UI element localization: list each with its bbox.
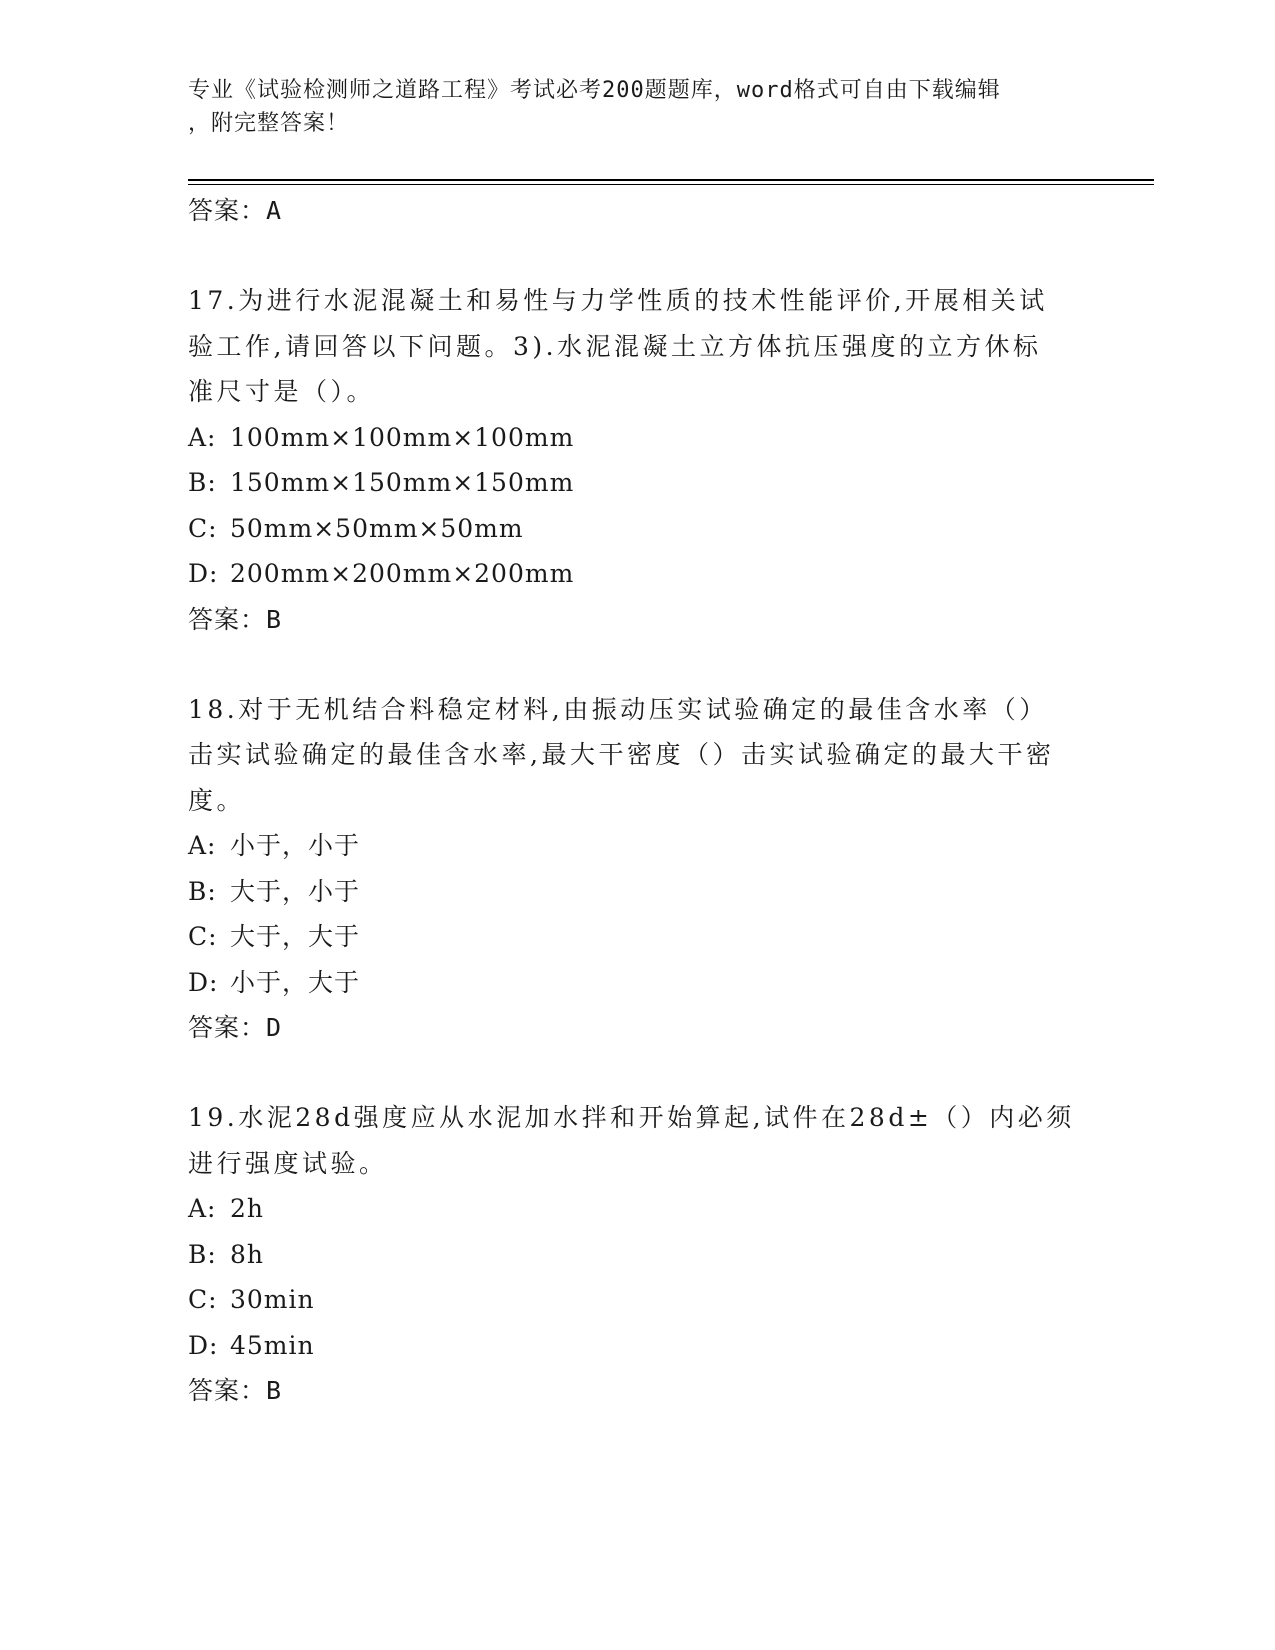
option-text: 200mm×200mm×200mm <box>230 559 575 588</box>
question-answer: 答案：D <box>188 1013 283 1042</box>
header-line-1: 专业《试验检测师之道路工程》考试必考200题题库，word格式可自由下载编辑 <box>188 78 1001 103</box>
question-stem-line: 度。 <box>188 785 246 815</box>
option-letter: C: <box>188 922 218 951</box>
question-stem-line: 验工作,请回答以下问题。3).水泥混凝土立方体抗压强度的立方休标 <box>188 331 1042 361</box>
question-18 <box>188 687 1088 1052</box>
option-text: 45min <box>230 1330 315 1360</box>
option-a <box>188 415 1088 461</box>
option-letter: A: <box>188 831 217 860</box>
option-text: 2h <box>230 1194 265 1223</box>
option-text: 小于，小于 <box>230 831 361 860</box>
option-letter: A: <box>188 1194 217 1223</box>
option-d <box>188 551 1088 597</box>
question-stem-line: 进行强度试验。 <box>188 1148 388 1178</box>
option-text: 30min <box>230 1285 315 1314</box>
option-letter: B: <box>188 1239 217 1269</box>
question-list <box>188 188 1088 1414</box>
question-19 <box>188 1095 1088 1414</box>
option-text: 小于，大于 <box>230 967 361 997</box>
question-stem-line: 17.为进行水泥混凝土和易性与力学性质的技术性能评价,开展相关试 <box>188 286 1048 315</box>
option-text: 大于，小于 <box>230 876 361 906</box>
option-b <box>188 460 1088 506</box>
header-line-2: ，附完整答案！ <box>188 111 350 136</box>
question-answer: 答案：B <box>188 604 283 634</box>
option-c <box>188 506 1088 552</box>
question-stem-line: 18.对于无机结合料稳定材料,由振动压实试验确定的最佳含水率（） <box>188 694 1048 724</box>
option-letter: A: <box>188 422 217 452</box>
option-c <box>188 1277 1088 1323</box>
question-stem-line: 19.水泥28d强度应从水泥加水拌和开始算起,试件在28d±（）内必须 <box>188 1103 1075 1132</box>
option-text: 150mm×150mm×150mm <box>230 468 575 497</box>
question-17 <box>188 278 1088 643</box>
question-stem-line: 准尺寸是（）。 <box>188 377 376 406</box>
option-text: 50mm×50mm×50mm <box>230 513 524 543</box>
option-d <box>188 960 1088 1006</box>
option-c <box>188 914 1088 960</box>
option-letter: C: <box>188 513 218 543</box>
option-letter: D: <box>188 1330 219 1360</box>
option-a <box>188 823 1088 869</box>
option-b <box>188 869 1088 915</box>
question-answer: 答案：B <box>188 1376 283 1405</box>
document-header <box>188 74 1088 140</box>
option-letter: B: <box>188 876 217 906</box>
option-letter: D: <box>188 559 219 588</box>
option-b <box>188 1232 1088 1278</box>
option-text: 8h <box>230 1239 265 1269</box>
option-text: 100mm×100mm×100mm <box>230 422 575 452</box>
option-a <box>188 1186 1088 1232</box>
option-letter: D: <box>188 967 219 997</box>
option-text: 大于，大于 <box>230 922 361 951</box>
option-letter: B: <box>188 468 217 497</box>
header-rule-thin <box>188 184 1154 185</box>
option-d <box>188 1323 1088 1369</box>
question-stem-line: 击实试验确定的最佳含水率,最大干密度（）击实试验确定的最大干密 <box>188 740 1055 769</box>
previous-answer: 答案：A <box>188 196 283 225</box>
header-rule-thick <box>188 179 1154 181</box>
option-letter: C: <box>188 1285 218 1314</box>
